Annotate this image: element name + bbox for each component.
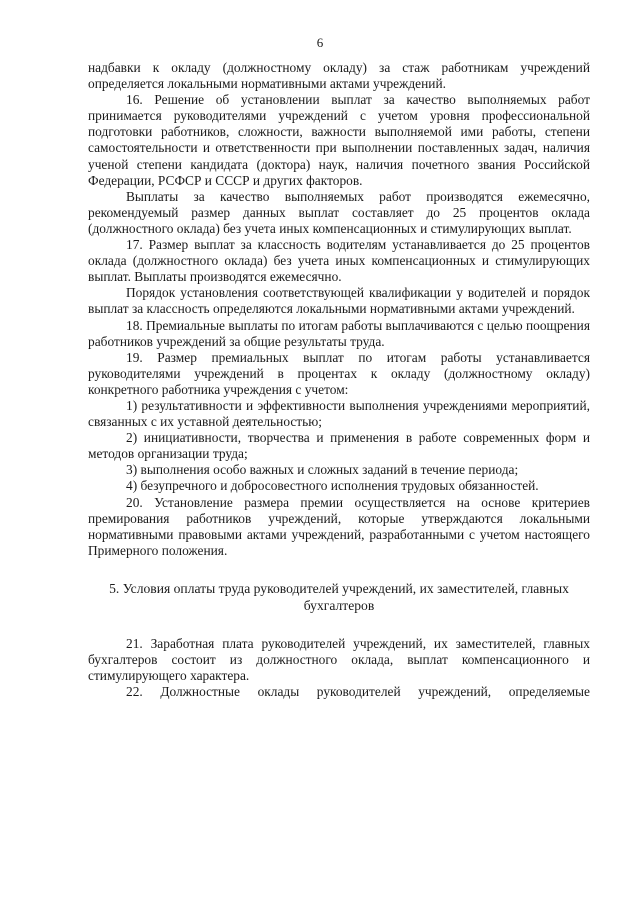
- paragraph-quality-payments: Выплаты за качество выполняемых работ производятся ежемесячно, рекомендуемый размер данных выплат составляет до 25 процентов оклада (должностного оклада) без учета иных компенсационных и стимулирующих выплат.: [88, 188, 590, 236]
- paragraph-21: 21. Заработная плата руководителей учреждений, их заместителей, главных бухгалтеров состоит из должностного оклада, выплат компенсационного и стимулирующего характера.: [88, 635, 590, 684]
- list-item-2: 2) инициативности, творчества и применения в работе современных форм и методов организации труда;: [88, 430, 590, 462]
- paragraph-20: 20. Установление размера премии осуществляется на основе критериев премирования работников учреждений, которые утверждаются локальными нормативными правовыми актами учреждений, разработанными с учетом настоящего Примерного положения.: [88, 494, 590, 558]
- paragraph-22: 22. Должностные оклады руководителей учреждений, определяемые: [126, 684, 590, 700]
- paragraph-19: 19. Размер премиальных выплат по итогам работы устанавливается руководителями учреждений в процентах к окладу (должностному окладу) конкретного работника учреждения с учетом:: [88, 349, 590, 397]
- list-item-3: 3) выполнения особо важных и сложных заданий в течение периода;: [126, 462, 519, 478]
- document-body: [88, 60, 590, 700]
- paragraph-18: 18. Премиальные выплаты по итогам работы выплачиваются с целью поощрения работников учреждений за общие результаты труда.: [88, 317, 590, 349]
- paragraph-stazh-continuation: надбавки к окладу (должностному окладу) за стаж работникам учреждений определяется локальными нормативными актами учреждений.: [88, 60, 590, 92]
- list-item-4: 4) безупречного и добросовестного исполнения трудовых обязанностей.: [126, 478, 539, 494]
- paragraph-17: 17. Размер выплат за классность водителям устанавливается до 25 процентов оклада (должностного оклада) без учета иных компенсационных и стимулирующих выплат. Выплаты производятся ежемесячно.: [88, 237, 590, 285]
- paragraph-driver-qualification: Порядок установления соответствующей квалификации у водителей и порядок выплат за классность определяются локальными нормативными актами учреждений.: [88, 285, 590, 317]
- paragraph-16: 16. Решение об установлении выплат за качество выполняемых работ принимается руководителями учреждений с учетом уровня профессиональной подготовки работников, сложности, важности выполняемой ими работы, степени самостоятельности и ответственности при выполнении поставленных задач, наличия ученой степени кандидата (доктора) наук, наличия почетного звания Российской Федерации, РСФСР и СССР и других факторов.: [88, 92, 590, 188]
- list-item-1: 1) результативности и эффективности выполнения учреждениями мероприятий, связанных с их уставной деятельностью;: [88, 397, 590, 430]
- section-heading: 5. Условия оплаты труда руководителей учреждений, их заместителей, главных бухгалтеров: [109, 580, 569, 613]
- page-number: 6: [316, 35, 324, 50]
